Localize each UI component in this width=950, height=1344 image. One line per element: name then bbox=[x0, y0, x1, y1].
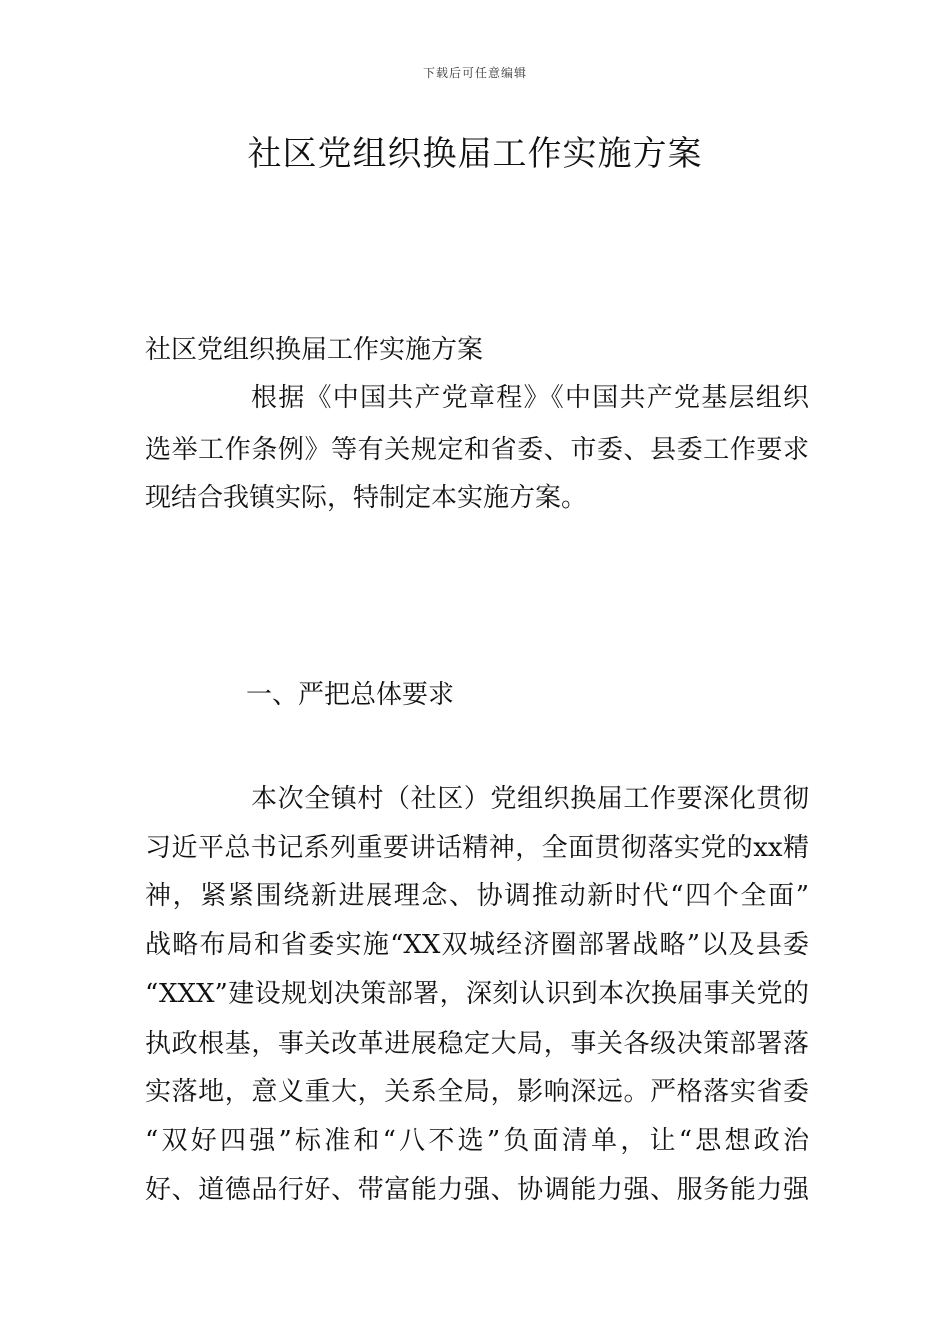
intro-line: 现结合我镇实际，特制定本实施方案。 bbox=[145, 483, 588, 513]
body-line: 实落地，意义重大，关系全局，影响深远。严格落实省委 bbox=[145, 1077, 809, 1107]
body-line: 执政根基，事关改革进展稳定大局，事关各级决策部署落 bbox=[145, 1029, 809, 1059]
body-line: 习近平总书记系列重要讲话精神，全面贯彻落实党的xx精 bbox=[145, 833, 809, 863]
body-line: 神，紧紧围绕新进展理念、协调推动新时代“四个全面” bbox=[145, 881, 809, 911]
body-line: 好、道德品行好、带富能力强、协调能力强、服务能力强 bbox=[145, 1175, 809, 1205]
body-line: 战略布局和省委实施“XX双城经济圈部署战略”以及县委 bbox=[145, 930, 809, 960]
intro-line: 选举工作条例》等有关规定和省委、市委、县委工作要求 bbox=[145, 435, 809, 465]
section-heading: 一、严把总体要求 bbox=[246, 680, 455, 710]
body-line: “XXX”建设规划决策部署，深刻认识到本次换届事关党的 bbox=[145, 979, 809, 1009]
body-line: 本次全镇村（社区）党组织换届工作要深化贯彻 bbox=[251, 784, 809, 814]
header-note: 下载后可任意编辑 bbox=[422, 66, 527, 80]
document-subtitle: 社区党组织换届工作实施方案 bbox=[145, 335, 484, 365]
document-title: 社区党组织换届工作实施方案 bbox=[247, 134, 703, 174]
intro-line: 根据《中国共产党章程》《中国共产党基层组织 bbox=[251, 383, 809, 413]
body-line: “双好四强”标准和“八不选”负面清单，让“思想政治 bbox=[145, 1126, 809, 1156]
